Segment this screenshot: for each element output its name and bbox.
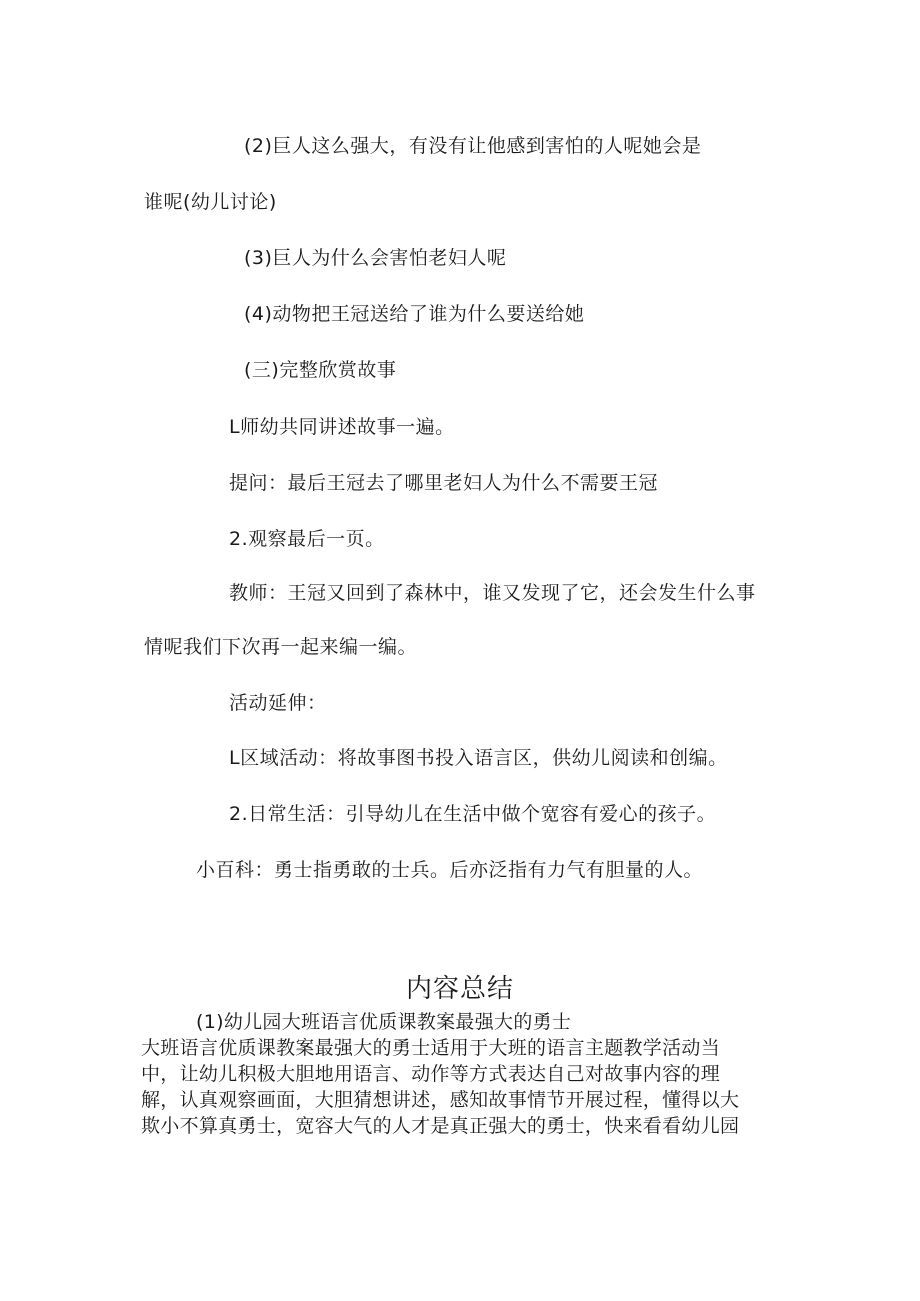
body-line: 小百科：勇士指勇敢的士兵。后亦泛指有力气有胆量的人。 bbox=[196, 859, 704, 881]
body-line: L师幼共同讲述故事一遍。 bbox=[229, 416, 455, 438]
body-line: L区域活动：将故事图书投入语言区，供幼儿阅读和创编。 bbox=[229, 747, 728, 769]
summary-line: 解，认真观察画面，大胆猜想讲述，感知故事情节开展过程，懂得以大 bbox=[141, 1089, 740, 1111]
summary-line: 大班语言优质课教案最强大的勇士适用于大班的语言主题教学活动当 bbox=[141, 1037, 721, 1059]
body-line: 2.日常生活：引导幼儿在生活中做个宽容有爱心的孩子。 bbox=[229, 803, 717, 825]
body-line: 教师：王冠又回到了森林中，谁又发现了它，还会发生什么事 bbox=[229, 582, 756, 604]
summary-line: (1)幼儿园大班语言优质课教案最强大的勇士 bbox=[196, 1011, 572, 1033]
body-line: (2)巨人这么强大，有没有让他感到害怕的人呢她会是 bbox=[244, 135, 702, 157]
body-line: 谁呢(幼儿讨论) bbox=[144, 191, 277, 213]
body-line: (4)动物把王冠送给了谁为什么要送给她 bbox=[244, 303, 585, 325]
summary-line: 欺小不算真勇士，宽容大气的人才是真正强大的勇士，快来看看幼儿园 bbox=[141, 1115, 740, 1137]
body-line: 提问：最后王冠去了哪里老妇人为什么不需要王冠 bbox=[229, 472, 659, 494]
body-line: (3)巨人为什么会害怕老妇人呢 bbox=[244, 247, 507, 269]
summary-title: 内容总结 bbox=[405, 974, 514, 1004]
summary-line: 中，让幼儿积极大胆地用语言、动作等方式表达自己对故事内容的理 bbox=[141, 1063, 721, 1085]
section-heading: (三)完整欣赏故事 bbox=[244, 359, 397, 381]
body-line: 情呢我们下次再一起来编一编。 bbox=[144, 636, 418, 658]
section-heading: 活动延伸： bbox=[229, 692, 327, 714]
body-line: 2.观察最后一页。 bbox=[229, 528, 385, 550]
